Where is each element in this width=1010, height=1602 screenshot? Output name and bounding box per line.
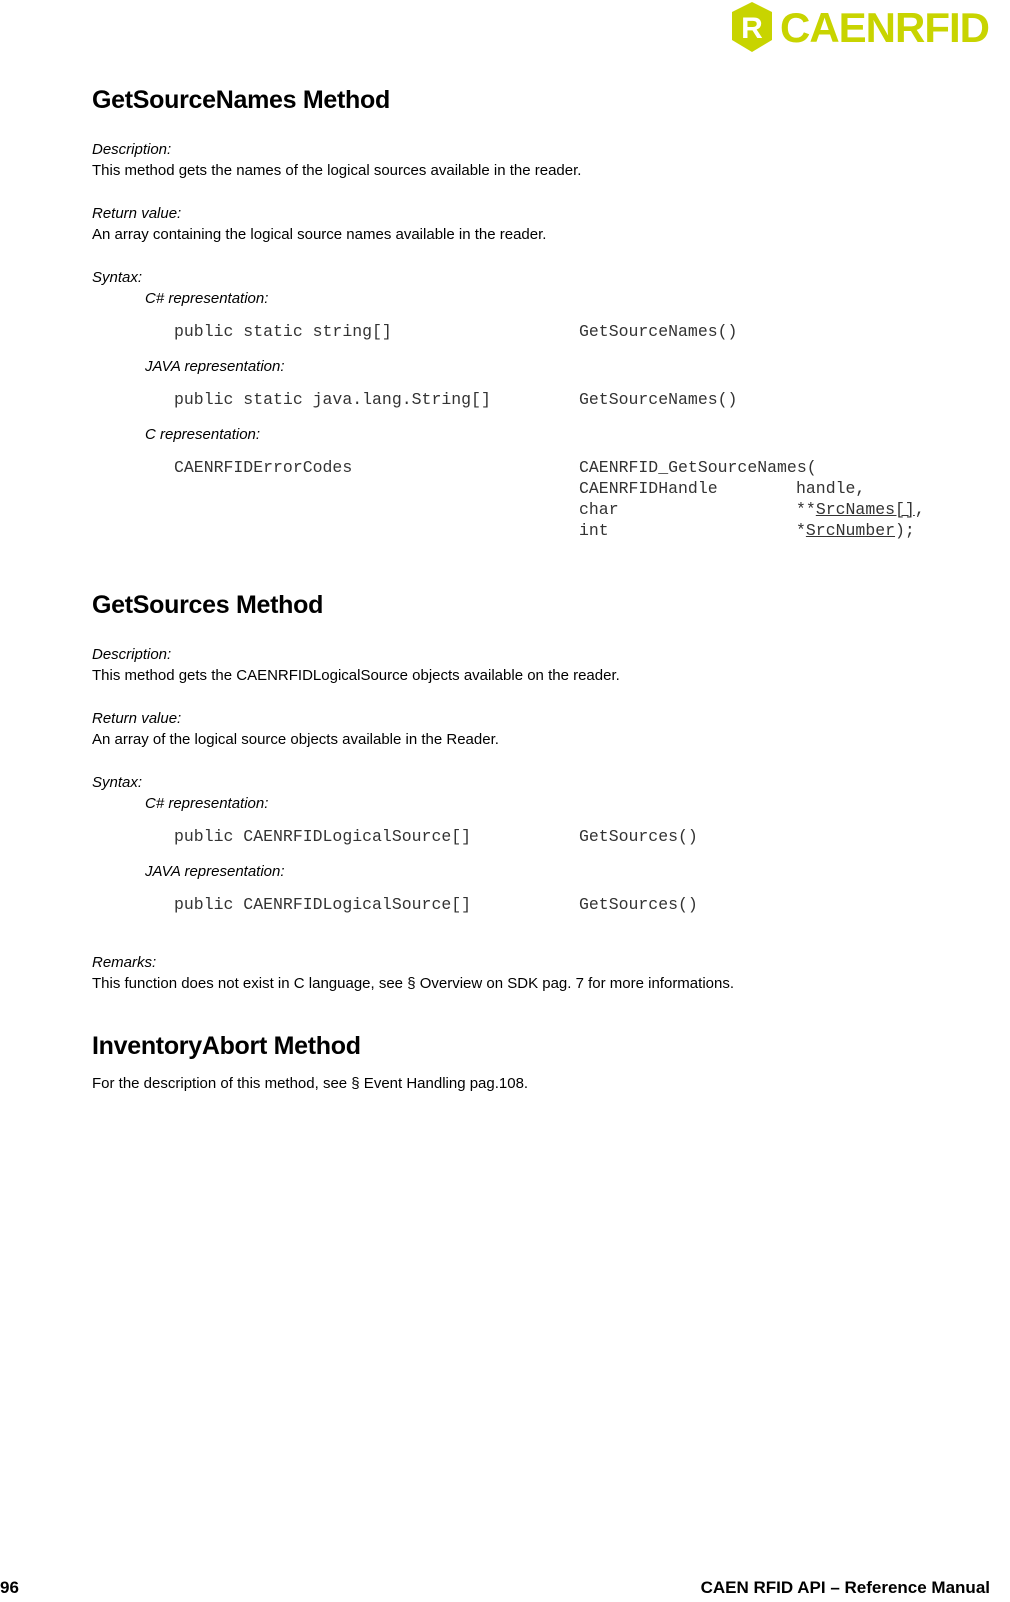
java-signature [174, 894, 972, 915]
csharp-label: C# representation: [145, 795, 269, 812]
param-type: char [579, 500, 619, 519]
page-number: 96 [0, 1578, 19, 1597]
logo-text: CAENRFID [780, 4, 989, 51]
return-text: An array containing the logical source names available in the reader. [92, 226, 547, 243]
section-getsourcenames [92, 86, 972, 541]
return-type: public CAENRFIDLogicalSource[] [174, 895, 472, 914]
param-name: handle, [796, 479, 866, 498]
java-signature [174, 389, 972, 410]
description-text: This method gets the names of the logical sources available in the reader. [92, 162, 582, 179]
param-link[interactable]: SrcNumber [805, 521, 896, 540]
c-signature [174, 457, 972, 478]
description-text: For the description of this method, see § Event Handling pag.108. [92, 1075, 529, 1092]
syntax-label: Syntax: [92, 269, 143, 286]
csharp-signature [174, 826, 972, 847]
syntax-label: Syntax: [92, 774, 143, 791]
description-text: This method gets the CAENRFIDLogicalSource objects available on the reader. [92, 667, 620, 684]
method-name: GetSourceNames() [579, 322, 738, 341]
param-name: *SrcNumber); [796, 521, 915, 540]
return-type: public static java.lang.String[] [174, 390, 491, 409]
section-title: GetSources Method [92, 591, 324, 619]
return-label: Return value: [92, 710, 182, 727]
return-type: CAENRFIDErrorCodes [174, 458, 353, 477]
java-label: JAVA representation: [145, 358, 285, 375]
section-title: InventoryAbort Method [92, 1032, 361, 1060]
description-label: Description: [92, 141, 172, 158]
c-param-row [174, 499, 972, 520]
csharp-signature [174, 321, 972, 342]
param-type: CAENRFIDHandle [579, 479, 718, 498]
return-text: An array of the logical source objects available in the Reader. [92, 731, 499, 748]
param-name: **SrcNames[], [796, 500, 925, 519]
caenrfid-logo-icon [728, 0, 1003, 56]
section-getsources [92, 591, 972, 994]
param-link[interactable]: SrcNames[] [815, 500, 915, 519]
manual-title: CAEN RFID API – Reference Manual [700, 1578, 990, 1597]
java-label: JAVA representation: [145, 863, 285, 880]
method-name: GetSources() [579, 895, 698, 914]
return-type: public CAENRFIDLogicalSource[] [174, 827, 472, 846]
c-label: C representation: [145, 426, 261, 443]
svg-text:R: R [741, 12, 763, 45]
return-type: public static string[] [174, 322, 392, 341]
method-name: GetSources() [579, 827, 698, 846]
caenrfid-logo [728, 0, 1003, 56]
section-inventoryabort [92, 1032, 972, 1094]
c-param-row [174, 520, 972, 541]
remarks-label: Remarks: [92, 954, 157, 971]
c-param-row [174, 478, 972, 499]
remarks-text: This function does not exist in C language, see § Overview on SDK pag. 7 for more informations. [92, 975, 734, 992]
method-name: GetSourceNames() [579, 390, 738, 409]
param-type: int [579, 521, 609, 540]
csharp-label: C# representation: [145, 290, 269, 307]
description-label: Description: [92, 646, 172, 663]
method-name: CAENRFID_GetSourceNames( [579, 458, 817, 477]
section-title: GetSourceNames Method [92, 86, 390, 114]
return-label: Return value: [92, 205, 182, 222]
